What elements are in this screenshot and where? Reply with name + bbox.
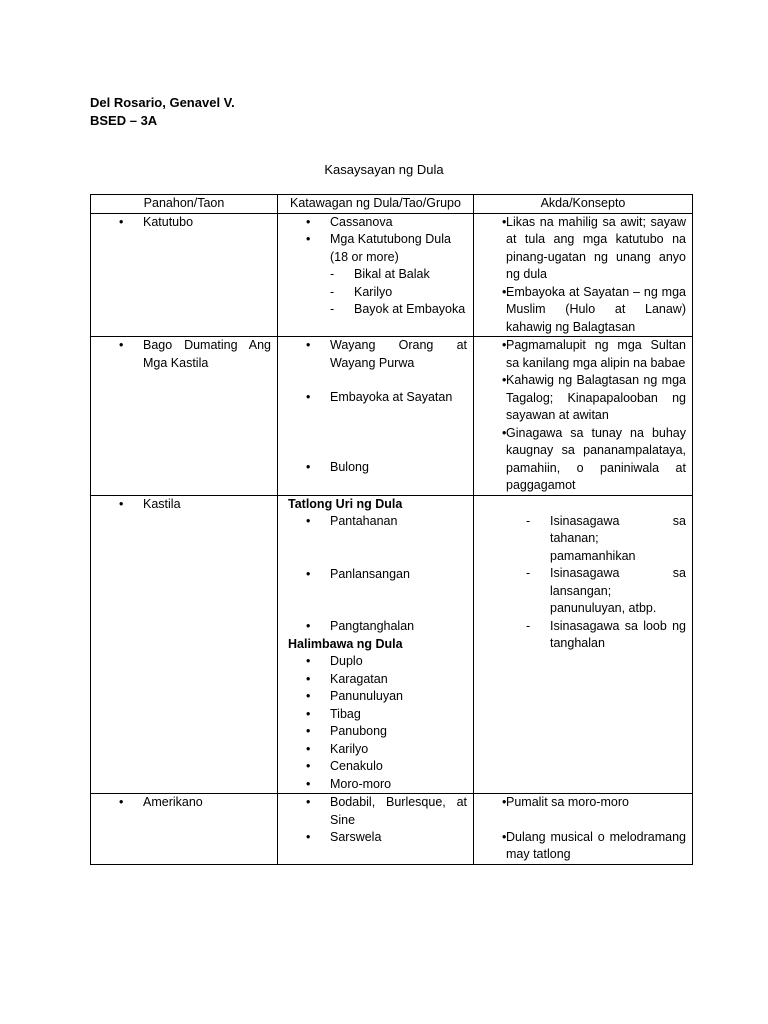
- table-header-row: [91, 195, 693, 214]
- list-item: • Bulong: [284, 459, 467, 477]
- list-item: • Likas na mahilig sa awit; sayaw at tula ang mga katutubo na pinang-ugatan ng unang anyo ng dula: [480, 214, 686, 284]
- list-item: • Embayoka at Sayatan: [284, 389, 467, 407]
- sub-list-item: - Bayok at Embayoka: [284, 301, 467, 319]
- list-item: • Panlansangan: [284, 566, 467, 584]
- concepts-cell: [474, 794, 693, 865]
- sub-list-item: - Isinasagawa sa tahanan; pamamanhikan: [480, 513, 686, 566]
- table-row: [91, 794, 693, 865]
- list-item: • Karilyo: [284, 741, 467, 759]
- table-row: [91, 495, 693, 794]
- list-item: • Panunuluyan: [284, 688, 467, 706]
- list-item: • Mga Katutubong Dula (18 or more): [284, 231, 467, 266]
- section-heading: Tatlong Uri ng Dula: [288, 496, 403, 511]
- history-table: [90, 194, 693, 865]
- names-cell: [278, 495, 474, 794]
- sub-list-item: - Isinasagawa sa lansangan; panunuluyan, atbp.: [480, 565, 686, 618]
- period-label: • Amerikano: [97, 794, 271, 812]
- list-item: • Pangtanghalan: [284, 618, 467, 636]
- period-cell: [91, 213, 278, 337]
- concepts-cell: [474, 337, 693, 496]
- section-heading: Halimbawa ng Dula: [288, 636, 403, 651]
- list-item: • Dulang musical o melodramang may tatlong: [480, 829, 686, 864]
- course-section: BSED – 3A: [90, 113, 158, 128]
- table-row: [91, 213, 693, 337]
- period-cell: [91, 794, 278, 865]
- names-cell: [278, 213, 474, 337]
- period-cell: [91, 337, 278, 496]
- sub-list-item: - Bikal at Balak: [284, 266, 467, 284]
- table-row: [91, 337, 693, 496]
- period-cell: [91, 495, 278, 794]
- list-item: • Sarswela: [284, 829, 467, 847]
- list-item: • Kahawig ng Balagtasan ng mga Tagalog; Kinapapalooban ng sayawan at awitan: [480, 372, 686, 425]
- list-item: • Cassanova: [284, 214, 467, 232]
- list-item: • Duplo: [284, 653, 467, 671]
- list-item: • Cenakulo: [284, 758, 467, 776]
- list-item: • Bodabil, Burlesque, at Sine: [284, 794, 467, 829]
- list-item: • Wayang Orang at Wayang Purwa: [284, 337, 467, 372]
- list-item: • Karagatan: [284, 671, 467, 689]
- list-item: • Pumalit sa moro-moro: [480, 794, 686, 812]
- sub-list-item: - Isinasagawa sa loob ng tanghalan: [480, 618, 686, 653]
- author-name: Del Rosario, Genavel V.: [90, 95, 235, 110]
- list-item: • Pagmamalupit ng mga Sultan sa kanilang mga alipin na babae: [480, 337, 686, 372]
- list-item: • Ginagawa sa tunay na buhay kaugnay sa pananampalataya, pamahiin, o paniniwala at paggagamot: [480, 425, 686, 495]
- concepts-cell: [474, 213, 693, 337]
- list-item: • Embayoka at Sayatan – ng mga Muslim (Hulo at Lanaw) kahawig ng Balagtasan: [480, 284, 686, 337]
- column-header-names: Katawagan ng Dula/Tao/Grupo: [278, 195, 474, 214]
- column-header-concepts: Akda/Konsepto: [474, 195, 693, 214]
- list-item: • Panubong: [284, 723, 467, 741]
- column-header-period: Panahon/Taon: [91, 195, 278, 214]
- period-label: • Kastila: [97, 496, 271, 514]
- list-item: • Tibag: [284, 706, 467, 724]
- list-item: • Moro-moro: [284, 776, 467, 794]
- period-label: • Bago Dumating Ang Mga Kastila: [97, 337, 271, 372]
- period-label: • Katutubo: [97, 214, 271, 232]
- names-cell: [278, 337, 474, 496]
- list-item: • Pantahanan: [284, 513, 467, 531]
- sub-list-item: - Karilyo: [284, 284, 467, 302]
- names-cell: [278, 794, 474, 865]
- document-title: Kasaysayan ng Dula: [324, 162, 444, 177]
- concepts-cell: [474, 495, 693, 794]
